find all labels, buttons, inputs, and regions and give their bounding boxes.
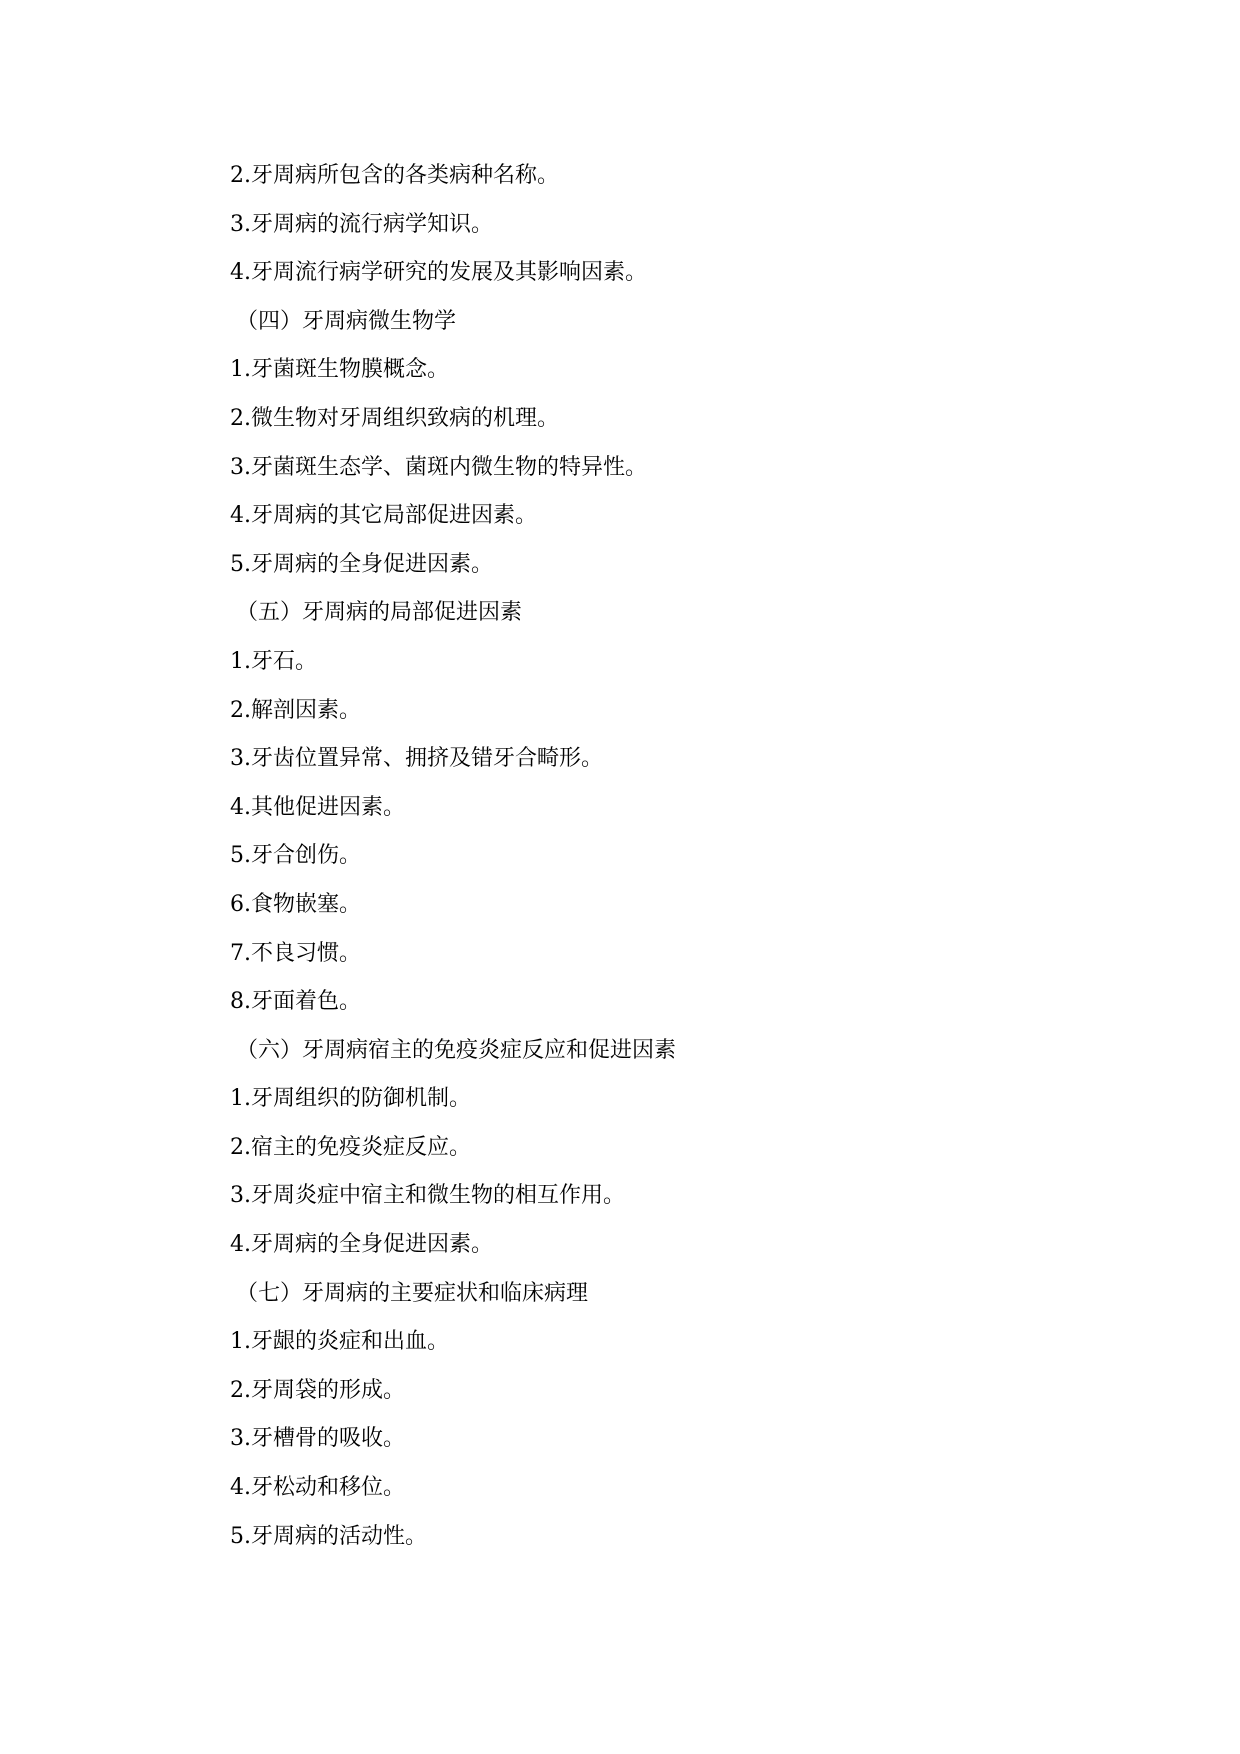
list-item: 3.牙菌斑生态学、菌斑内微生物的特异性。 (230, 454, 647, 480)
list-item: 1.牙龈的炎症和出血。 (230, 1329, 449, 1355)
list-item: 8.牙面着色。 (230, 989, 361, 1015)
list-item: 1.牙菌斑生物膜概念。 (230, 357, 449, 383)
list-item: 4.牙周病的其它局部促进因素。 (230, 503, 537, 529)
section-heading: （四）牙周病微生物学 (236, 308, 457, 334)
list-item: 1.牙石。 (230, 648, 317, 674)
section-heading: （六）牙周病宿主的免疫炎症反应和促进因素 (236, 1037, 677, 1063)
list-item: 3.牙齿位置异常、拥挤及错牙合畸形。 (230, 746, 603, 772)
list-item: 4.牙松动和移位。 (230, 1475, 405, 1501)
list-item: 6.食物嵌塞。 (230, 891, 361, 917)
list-item: 5.牙合创伤。 (230, 843, 361, 869)
list-item: 2.解剖因素。 (230, 697, 361, 723)
document-body (0, 152, 1240, 1561)
list-item: 3.牙周病的流行病学知识。 (230, 211, 493, 237)
list-item: 3.牙槽骨的吸收。 (230, 1426, 405, 1452)
list-item: 2.牙周袋的形成。 (230, 1377, 405, 1403)
list-item: 4.牙周流行病学研究的发展及其影响因素。 (230, 260, 647, 286)
list-item: 2.牙周病所包含的各类病种名称。 (230, 163, 559, 188)
list-item: 3.牙周炎症中宿主和微生物的相互作用。 (230, 1183, 625, 1209)
list-item: 7.不良习惯。 (230, 940, 361, 966)
list-item: 4.牙周病的全身促进因素。 (230, 1232, 493, 1258)
section-heading: （七）牙周病的主要症状和临床病理 (236, 1280, 589, 1306)
section-heading: （五）牙周病的局部促进因素 (236, 600, 523, 626)
list-item: 5.牙周病的全身促进因素。 (230, 551, 493, 577)
list-item: 2.宿主的免疫炎症反应。 (230, 1134, 471, 1160)
list-item: 4.其他促进因素。 (230, 794, 405, 820)
list-item: 5.牙周病的活动性。 (230, 1523, 427, 1549)
list-item: 2.微生物对牙周组织致病的机理。 (230, 405, 559, 431)
list-item: 1.牙周组织的防御机制。 (230, 1086, 471, 1112)
